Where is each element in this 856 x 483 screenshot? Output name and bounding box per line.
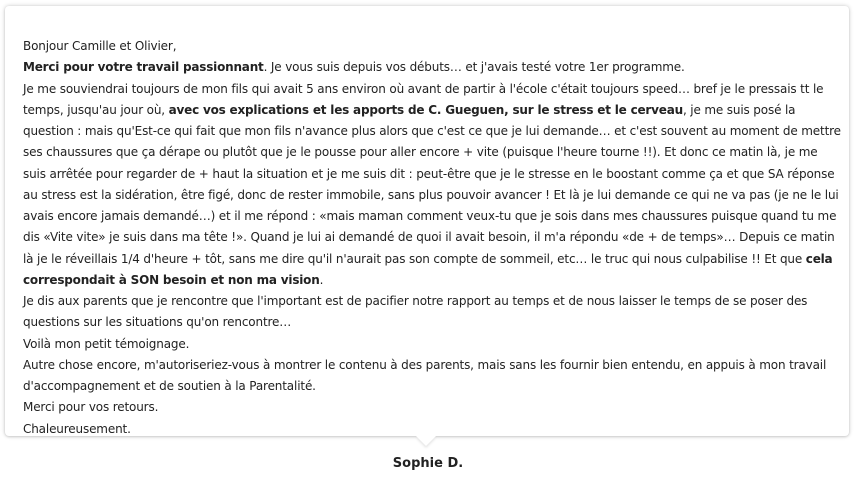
sign-off: Chaleureusement. [23, 421, 131, 436]
bold-explanations: avec vos explications et les apports de C. Gueguen, sur le stress et le cerveau [168, 102, 683, 117]
testimonial-author: Sophie D. [392, 456, 464, 471]
paragraph-thanks [23, 57, 843, 78]
speech-pointer [416, 436, 436, 446]
story-text-b: , je me suis posé la question : mais qu'Est-ce qui fait que mon fils n'avance plus alors que c'est ce que je lui demande… et c'est souvent au moment de mettre ses chaussures que ça dérape ou plutôt que je le pousse pour aller encore + vite (puisque l'heure tourne !!). Et donc ce matin là, je me suis arrêtée pour regarder de + haut la situation et je me suis dit : peut-être que je le stresse en le boostant comme ça et que SA réponse au stress est la sidération, être figé, donc de rester immobile, sans plus pouvoir avancer ! Et là je lui demande ce qui ne va pas (je ne le lui avais encore jamais demandé…) et il me répond : «mais maman comment veux-tu que je sois dans mes chaussures puisque quand tu me dis «Vite vite» je suis dans ma tête !». Quand je lui ai demandé de quoi il avait besoin, il m'a répondu «de + de temps»… Depuis ce matin là je le réveillais 1/4 d'heure + tôt, sans me dire qu'il n'aurait pas son compte de sommeil, etc… le truc qui nous culpabilise !! Et que [23, 102, 841, 266]
bold-thanks: Merci pour votre travail passionnant [23, 60, 264, 75]
paragraph-parents: Je dis aux parents que je rencontre que l'important est de pacifier notre rapport au temps et de nous laisser le temps de se poser des questions sur les situations qu'on rencontre… [23, 294, 808, 330]
paragraph-story [23, 79, 843, 292]
paragraph-testimony: Voilà mon petit témoignage. [23, 336, 190, 351]
story-text-c: . [319, 272, 324, 287]
paragraph-request: Autre chose encore, m'autoriseriez-vous à montrer le contenu à des parents, mais sans les fournir bien entendu, en appuis à mon travail d'accompagnement et de soutien à la Parentalité. [23, 357, 827, 393]
story-text-a: Je me souviendrai toujours de mon fils qui avait 5 ans environ où avant de partir à l'école c'était toujours speed… bref je le pressais tt le temps, jusqu'au jour où, [23, 81, 824, 117]
greeting: Bonjour Camille et Olivier, [23, 39, 177, 53]
testimonial-body [23, 36, 843, 440]
paragraph-thanks-reply: Merci pour vos retours. [23, 400, 159, 415]
testimonial-card [5, 6, 849, 436]
thanks-text: . Je vous suis depuis vos débuts… et j'avais testé votre 1er programme. [263, 60, 685, 75]
bold-need: cela correspondait à SON besoin et non ma vision [23, 251, 833, 287]
